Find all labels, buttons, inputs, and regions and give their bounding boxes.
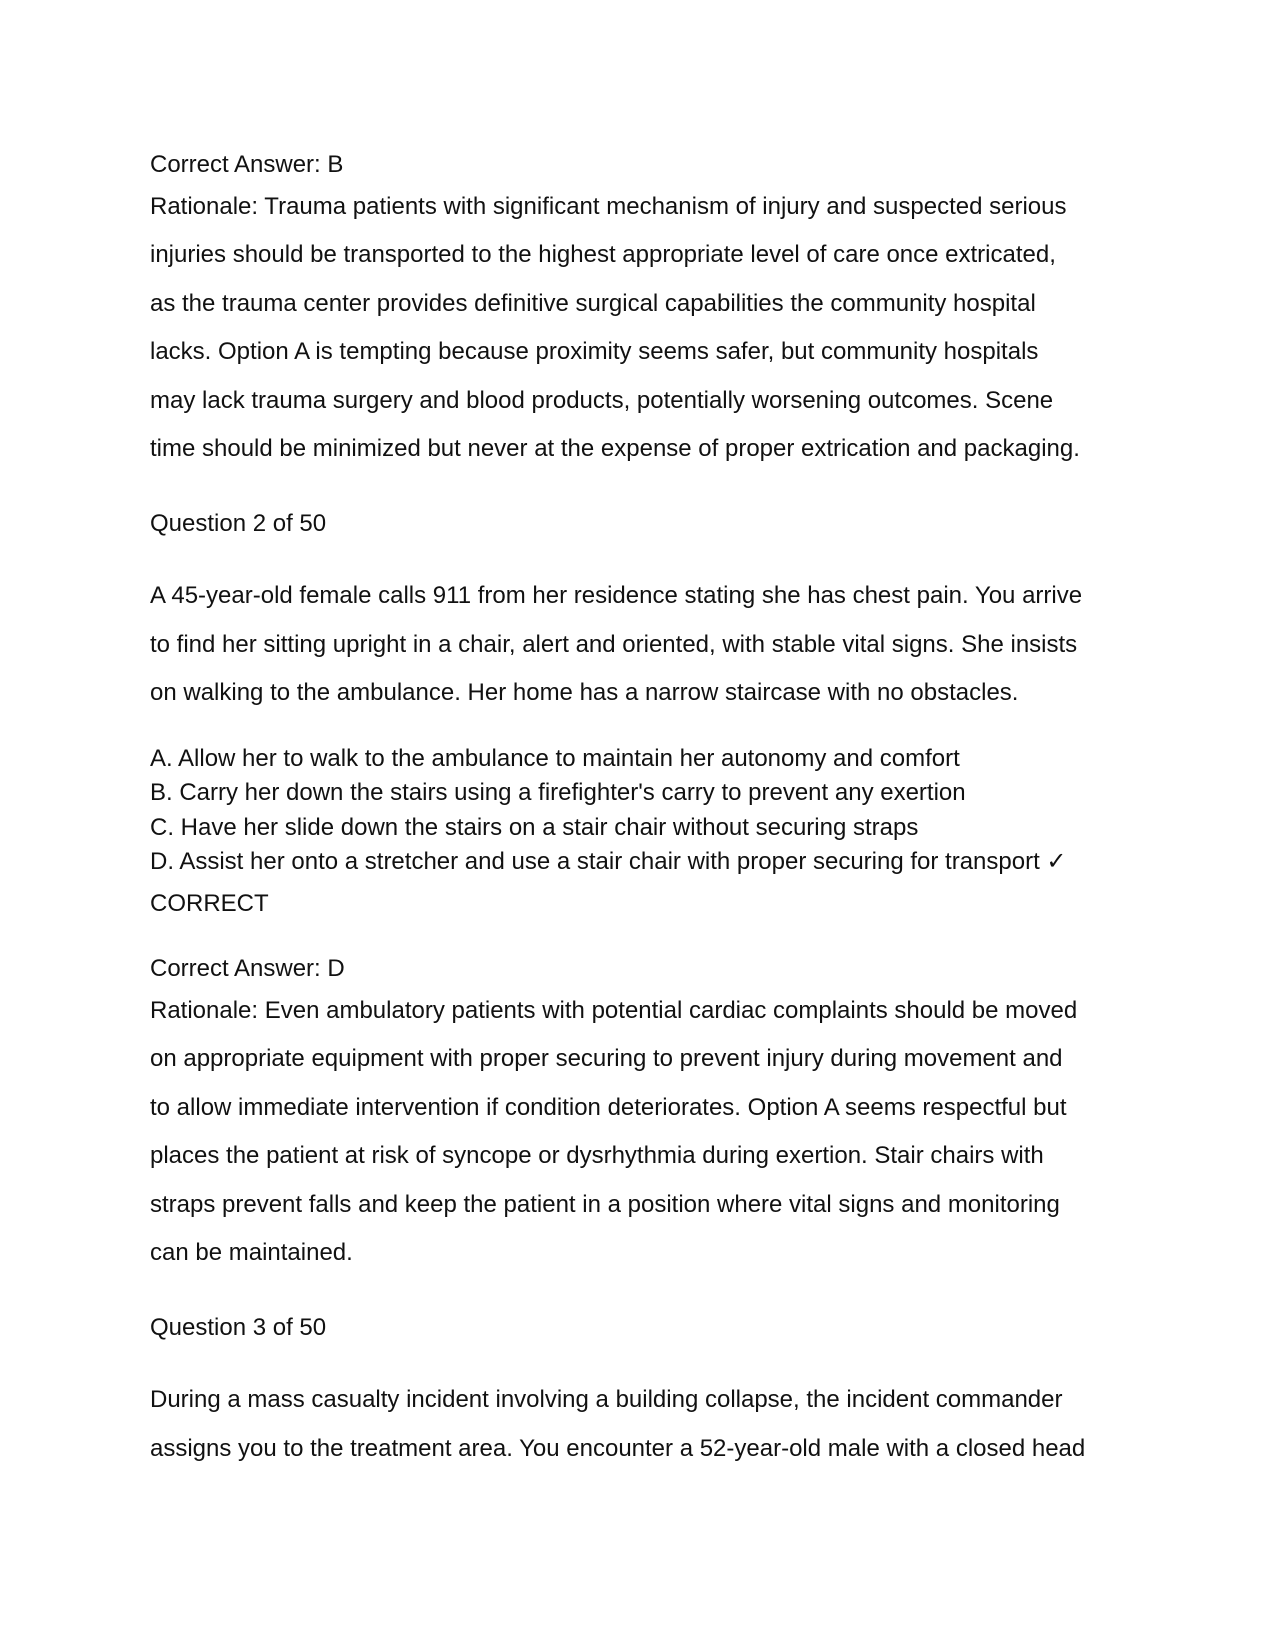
rationale-1-line: may lack trauma surgery and blood products, potentially worsening outcomes. Scene bbox=[150, 386, 1054, 414]
question-3-heading: Question 3 of 50 bbox=[150, 1313, 327, 1341]
rationale-1-line: lacks. Option A is tempting because proximity seems safer, but community hospitals bbox=[150, 338, 1039, 365]
question-2-options bbox=[150, 742, 1140, 880]
option-a: A. Allow her to walk to the ambulance to maintain her autonomy and comfort bbox=[150, 744, 960, 772]
option-c: C. Have her slide down the stairs on a stair chair without securing straps bbox=[150, 813, 919, 841]
rationale-1-line: Rationale: Trauma patients with significant mechanism of injury and suspected serious bbox=[150, 192, 1067, 220]
question-2-stem-line: on walking to the ambulance. Her home has a narrow staircase with no obstacles. bbox=[150, 679, 1019, 706]
rationale-2-line: straps prevent falls and keep the patient in a position where vital signs and monitoring bbox=[150, 1190, 1060, 1218]
rationale-1-line: injuries should be transported to the highest appropriate level of care once extricated, bbox=[150, 241, 1056, 268]
question-2-stem-line: to find her sitting upright in a chair, alert and oriented, with stable vital signs. She insists bbox=[150, 630, 1078, 658]
rationale-2-line: places the patient at risk of syncope or dysrhythmia during exertion. Stair chairs with bbox=[150, 1142, 1044, 1169]
rationale-1-line: time should be minimized but never at the expense of proper extrication and packaging. bbox=[150, 435, 1080, 462]
question-3-stem-line: During a mass casualty incident involving a building collapse, the incident commander bbox=[150, 1386, 1063, 1413]
rationale-1 bbox=[150, 183, 1140, 474]
question-3-stem bbox=[150, 1376, 1140, 1473]
question-2-stem bbox=[150, 572, 1140, 718]
question-2-stem-line: A 45-year-old female calls 911 from her residence stating she has chest pain. You arrive bbox=[150, 582, 1083, 609]
correct-answer-2: Correct Answer: D bbox=[150, 955, 345, 982]
rationale-2-line: on appropriate equipment with proper securing to prevent injury during movement and bbox=[150, 1045, 1063, 1072]
rationale-2 bbox=[150, 987, 1140, 1278]
rationale-1-line: as the trauma center provides definitive surgical capabilities the community hospital bbox=[150, 289, 1036, 317]
document-page bbox=[150, 148, 1140, 1473]
correct-answer-1: Correct Answer: B bbox=[150, 151, 344, 178]
correct-status: CORRECT bbox=[150, 889, 269, 917]
option-b: B. Carry her down the stairs using a firefighter's carry to prevent any exertion bbox=[150, 779, 966, 806]
rationale-2-line: Rationale: Even ambulatory patients with potential cardiac complaints should be moved bbox=[150, 996, 1078, 1024]
question-3-stem-line: assigns you to the treatment area. You encounter a 52-year-old male with a closed head bbox=[150, 1434, 1086, 1462]
rationale-2-line: can be maintained. bbox=[150, 1239, 353, 1266]
option-d: D. Assist her onto a stretcher and use a stair chair with proper securing for transport ✓ bbox=[150, 848, 1067, 875]
rationale-2-line: to allow immediate intervention if condition deteriorates. Option A seems respectful but bbox=[150, 1093, 1067, 1121]
question-2-heading: Question 2 of 50 bbox=[150, 509, 327, 537]
